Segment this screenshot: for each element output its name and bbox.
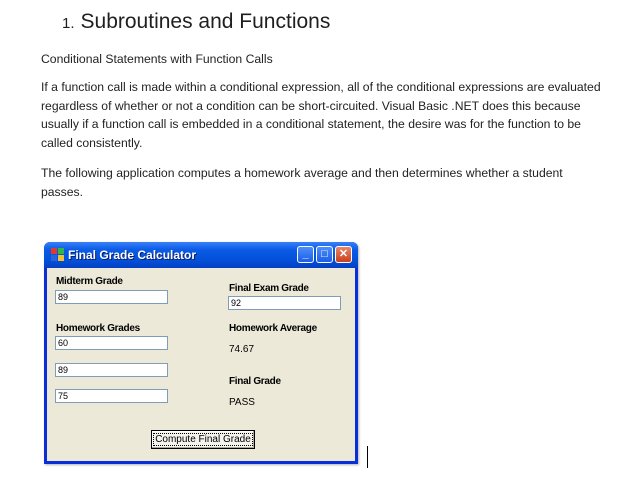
final-exam-input[interactable]: 92 [228, 296, 341, 310]
final-exam-label: Final Exam Grade [229, 283, 309, 294]
app-icon [51, 248, 64, 261]
compute-final-grade-button[interactable] [151, 430, 255, 449]
document-paragraph-2: The following application computes a homework average and then determines whether a student passes. [41, 166, 563, 199]
window-client-area [47, 268, 355, 461]
final-grade-value: PASS [229, 397, 255, 408]
window-title: Final Grade Calculator [68, 248, 197, 262]
homework-average-value: 74.67 [229, 344, 255, 355]
midterm-label: Midterm Grade [56, 276, 123, 287]
homework-input-3[interactable]: 75 [55, 389, 168, 403]
homework-input-2[interactable]: 89 [55, 363, 168, 377]
homework-label: Homework Grades [56, 323, 140, 334]
compute-button-label: Compute Final Grade [155, 434, 251, 445]
window-titlebar[interactable] [44, 242, 358, 268]
final-grade-label: Final Grade [229, 376, 281, 387]
maximize-button[interactable]: □ [316, 246, 333, 263]
text-cursor [367, 446, 368, 468]
heading-number: 1. [62, 15, 75, 32]
document-heading [62, 10, 330, 34]
document-subheading: Conditional Statements with Function Calls [41, 52, 273, 66]
document-paragraph-1: If a function call is made within a conditional expression, all of the conditional expressions are evaluated regardless of whether or not a condition can be short-circuited. Visual Basic .NET does this because usually if a function call is embedded in a conditional statement, the desire was for the function to be called consistently. [41, 80, 601, 150]
homework-average-label: Homework Average [229, 323, 317, 334]
minimize-button[interactable]: _ [297, 246, 314, 263]
final-grade-calculator-window [44, 242, 358, 464]
midterm-input[interactable]: 89 [55, 290, 168, 304]
close-button[interactable]: ✕ [335, 246, 352, 263]
heading-text: Subroutines and Functions [80, 10, 331, 33]
homework-input-1[interactable]: 60 [55, 336, 168, 350]
